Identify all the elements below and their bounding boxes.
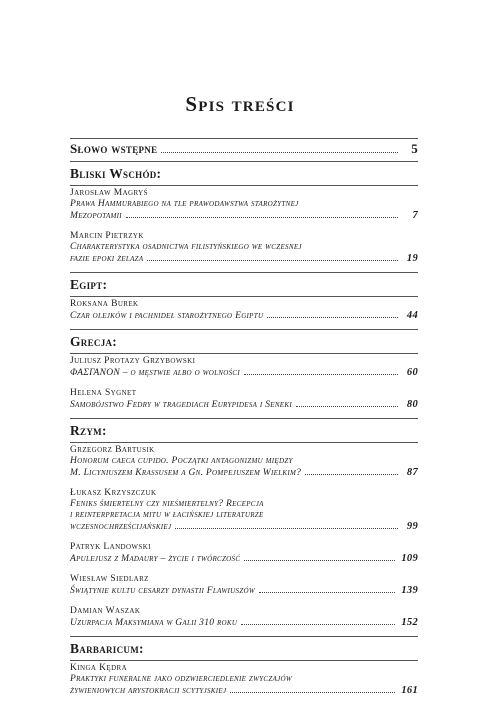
dot-leader bbox=[244, 374, 398, 375]
toc-entry bbox=[70, 572, 418, 604]
section-heading: Bliski Wschód: bbox=[70, 166, 162, 181]
entry-title-line: Samobójstwo Fedry w tragediach Eurypidesa i Seneki bbox=[70, 400, 292, 410]
entry-title-line: M. Licyniuszem Krassusem a Gn. Pompejuszem Wielkim? bbox=[70, 468, 302, 478]
dot-leader bbox=[244, 560, 395, 561]
section-heading: Barbaricum: bbox=[70, 641, 144, 656]
entry-title-last-line bbox=[70, 399, 418, 411]
entry-title-last-line bbox=[70, 521, 418, 533]
toc-entry bbox=[70, 229, 418, 272]
entry-author: Helena Sygnet bbox=[70, 388, 137, 398]
entry-title-line: i reinterpretacja mitu w łacińskiej literaturze bbox=[70, 510, 264, 520]
table-of-contents bbox=[70, 138, 418, 704]
toc-entry bbox=[70, 604, 418, 636]
section-heading: Grecja: bbox=[70, 334, 118, 349]
entry-title-last-line bbox=[70, 617, 418, 629]
toc-entry bbox=[70, 386, 418, 418]
entry-title-last-line bbox=[70, 553, 418, 565]
entry-title-last-line bbox=[70, 253, 418, 265]
entry-author: Grzegorz Bartusik bbox=[70, 445, 155, 455]
page-number: 152 bbox=[401, 617, 418, 628]
entry-author: Wiesław Siedlarz bbox=[70, 574, 149, 584]
entry-title-line: Praktyki funeralne jako odzwierciedlenie zwyczajów bbox=[70, 674, 293, 684]
dot-leader bbox=[230, 692, 395, 693]
dot-leader bbox=[147, 260, 398, 261]
toc-entry bbox=[70, 354, 418, 386]
dot-leader bbox=[241, 624, 395, 625]
page-number: 87 bbox=[406, 467, 418, 478]
page-number: 99 bbox=[406, 521, 418, 532]
entry-title-last-line bbox=[70, 585, 418, 597]
toc-entry bbox=[70, 486, 418, 540]
entry-author: Jarosław Magryś bbox=[70, 188, 148, 198]
entry-title-line: wczesnochrześcijańskiej bbox=[70, 522, 172, 532]
page-title: Spis treści bbox=[185, 92, 295, 116]
entry-author: Patryk Landowski bbox=[70, 542, 151, 552]
dot-leader bbox=[305, 474, 398, 475]
dot-leader bbox=[259, 592, 395, 593]
entry-author: Roksana Burek bbox=[70, 299, 139, 309]
entry-author: Kinga Kędra bbox=[70, 663, 128, 673]
entry-title-last-line bbox=[70, 467, 418, 479]
entry-author: Damian Waszak bbox=[70, 606, 141, 616]
entry-title-last-line bbox=[70, 367, 418, 379]
entry-title-line: ΦΑΣΓΑΝΟΝ – o męstwie albo o wolności bbox=[70, 368, 241, 378]
entry-title: Słowo wstępne bbox=[70, 141, 158, 156]
section-heading: Egipt: bbox=[70, 277, 108, 292]
page-number: 139 bbox=[401, 585, 418, 596]
page-number: 44 bbox=[406, 310, 418, 321]
entry-title-line: żywieniowych arystokracji scytyjskiej bbox=[70, 686, 227, 696]
dot-leader bbox=[296, 406, 398, 407]
entry-title-last-line bbox=[70, 685, 418, 697]
dot-leader bbox=[175, 528, 398, 529]
dot-leader bbox=[126, 217, 398, 218]
entry-title-line: Świątynie kultu cesarzy dynastii Flawiuszów bbox=[70, 586, 256, 596]
toc-entry bbox=[70, 540, 418, 572]
page-number: 5 bbox=[411, 141, 418, 156]
entry-title-line: Feniks śmiertelny czy nieśmiertelny? Recepcja bbox=[70, 499, 264, 509]
page-number: 19 bbox=[406, 253, 418, 264]
entry-title-line: Czar olejków i pachnideł starożytnego Egiptu bbox=[70, 311, 264, 321]
entry-title-line: Honorum caeca cupido. Początki antagonizmu między bbox=[70, 456, 293, 466]
toc-entry bbox=[70, 297, 418, 329]
entry-author: Marcin Pietrzyk bbox=[70, 231, 144, 241]
dot-leader bbox=[267, 317, 398, 318]
toc-entry bbox=[70, 186, 418, 229]
entry-author: Łukasz Krzyszczuk bbox=[70, 488, 157, 498]
page-number: 109 bbox=[401, 553, 418, 564]
entry-title-last-line bbox=[70, 210, 418, 222]
entry-title-line: Charakterystyka osadnictwa filistyńskiego we wczesnej bbox=[70, 242, 302, 252]
section-heading: Rzym: bbox=[70, 423, 107, 438]
page-number: 7 bbox=[412, 210, 418, 221]
toc-entry bbox=[70, 661, 418, 704]
toc-entry bbox=[70, 443, 418, 486]
entry-author: Juliusz Protazy Grzybowski bbox=[70, 356, 196, 366]
page-number: 161 bbox=[401, 685, 418, 696]
page-number: 80 bbox=[406, 399, 418, 410]
dot-leader bbox=[161, 152, 398, 153]
entry-title-line: Prawa Hammurabiego na tle prawodawstwa starożytnej bbox=[70, 199, 299, 209]
page-number: 60 bbox=[406, 367, 418, 378]
entry-title-line: fazie epoki żelaza bbox=[70, 254, 144, 264]
toc-entry-top-level bbox=[70, 139, 418, 161]
entry-title-line: Uzurpacja Maksymiana w Galii 310 roku bbox=[70, 618, 238, 628]
entry-title-last-line bbox=[70, 310, 418, 322]
entry-title-line: Mezopotamii bbox=[70, 211, 122, 221]
entry-title-line: Apulejusz z Madaury – życie i twórczość bbox=[70, 554, 241, 564]
